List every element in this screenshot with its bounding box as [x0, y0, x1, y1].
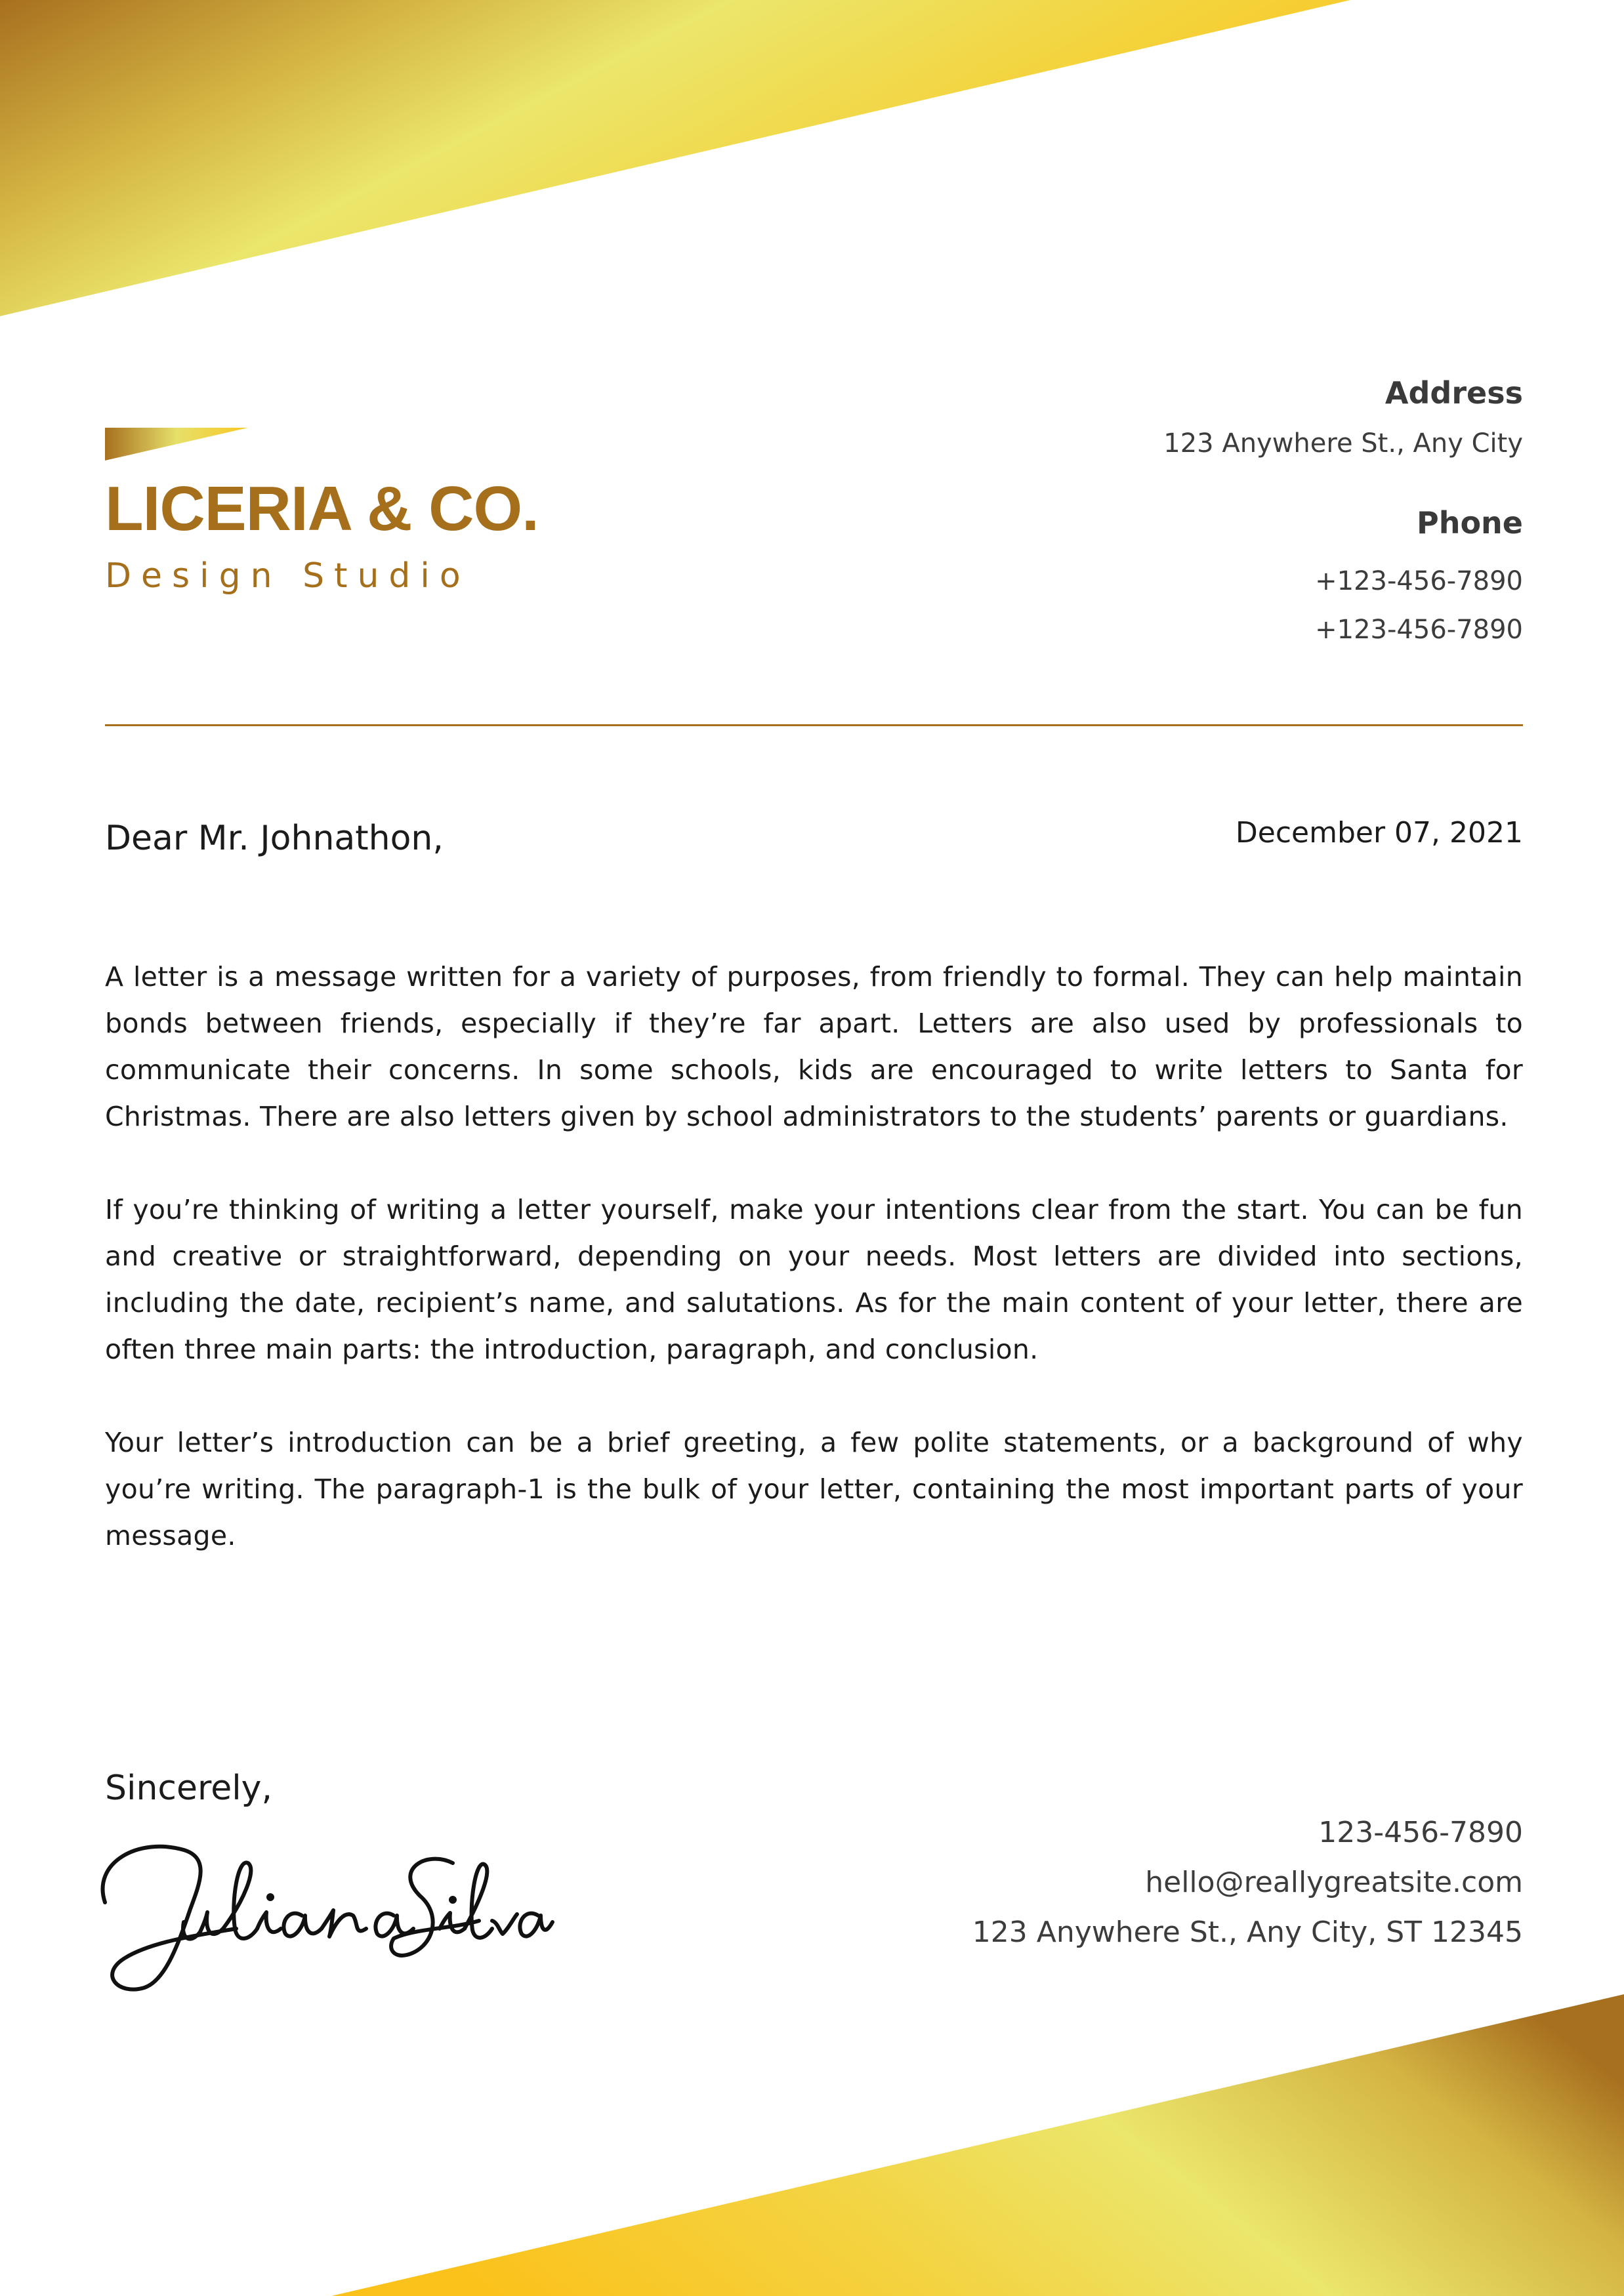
body-paragraph: Your letter’s introduction can be a brief greeting, a few polite statements, or a background of why you’re writing. The paragraph-1 is the bulk of your letter, containing the most important parts of your message. — [105, 1427, 1523, 1551]
footer-phone: 123-456-7890 — [1318, 1816, 1523, 1849]
body-paragraph: A letter is a message written for a variety of purposes, from friendly to formal. They can help maintain bonds between friends, especially if they’re far apart. Letters are also used by professionals to communicate their concerns. In some schools, kids are encouraged to write letters to Santa for Christmas. There are also letters given by school administrators to the students’ parents or guardians. — [105, 961, 1523, 1132]
body-paragraph: If you’re thinking of writing a letter yourself, make your intentions clear from the start. You can be fun and creative or straightforward, depending on your needs. Most letters are divided into sections, including the date, recipient’s name, and salutations. As for the main content of your letter, there are often three main parts: the introduction, paragraph, and conclusion. — [105, 1194, 1523, 1365]
phone-label: Phone — [1416, 505, 1523, 541]
header-divider — [105, 724, 1523, 726]
company-tagline: Design Studio — [105, 556, 470, 596]
company-name: LICERIA & CO. — [105, 474, 539, 544]
greeting: Dear Mr. Johnathon, — [105, 819, 444, 858]
closing: Sincerely, — [105, 1769, 272, 1808]
footer-address: 123 Anywhere St., Any City, ST 12345 — [972, 1916, 1523, 1949]
bottom-right-gold-wedge — [331, 1994, 1624, 2296]
footer-email: hello@reallygreatsite.com — [1145, 1866, 1523, 1899]
signature — [85, 1824, 558, 2007]
letter-body — [105, 954, 1523, 1606]
address-label: Address — [1385, 375, 1523, 411]
top-left-gold-wedge — [0, 0, 1350, 316]
letter-date: December 07, 2021 — [1235, 816, 1523, 850]
gold-wedge-icon — [105, 428, 248, 461]
address-value: 123 Anywhere St., Any City — [1163, 428, 1523, 459]
phone-value: +123-456-7890 — [1315, 615, 1523, 645]
handwritten-signature-image — [85, 1824, 558, 2007]
phone-value: +123-456-7890 — [1315, 566, 1523, 596]
